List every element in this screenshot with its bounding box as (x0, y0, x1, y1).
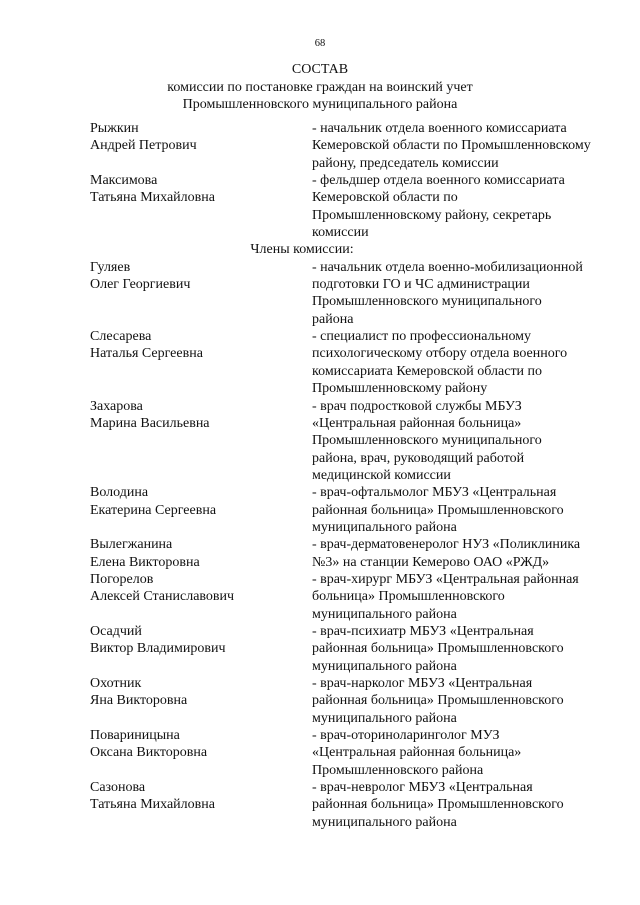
roster-entry (90, 259, 610, 328)
document-title: СОСТАВ (291, 62, 349, 77)
member-role: - врач-психиатр МБУЗ «Центральная районная больница» Промышленновского муниципального района (312, 623, 564, 674)
roster-entry (90, 536, 610, 571)
roster-entry (90, 779, 610, 831)
document-subtitle (0, 80, 640, 113)
member-role: - врач-нарколог МБУЗ «Центральная районная больница» Промышленновского муниципального района (312, 676, 564, 726)
member-role: - врач-хирург МБУЗ «Центральная районная больница» Промышленновского муниципального района (312, 571, 579, 622)
roster-entry (90, 484, 610, 536)
member-name: Слесарева Наталья Сергеевна (90, 329, 203, 362)
member-name: Сазонова Татьяна Михайловна (90, 780, 215, 813)
commission-roster (90, 120, 610, 831)
member-role: - врач-невролог МБУЗ «Центральная районная больница» Промышленновского муниципального района (312, 780, 564, 830)
member-role: - начальник отдела военно-мобилизационной подготовки ГО и ЧС администрации Промышленновского муниципального района (312, 259, 583, 327)
member-name: Осадчий Виктор Владимирович (90, 623, 226, 657)
subtitle-line: Промышленновского муниципального района (182, 96, 458, 112)
member-name: Повариницына Оксана Викторовна (90, 728, 208, 761)
roster-entry-secretary (90, 172, 610, 241)
member-name: Вылегжанина Елена Викторовна (90, 537, 200, 570)
member-role: - врач-офтальмолог МБУЗ «Центральная районная больница» Промышленновского муниципального района (312, 485, 564, 535)
subtitle-line: комиссии по постановке граждан на воинский учет (167, 80, 473, 95)
member-name: Погорелов Алексей Станиславович (90, 571, 235, 605)
page-number: 68 (314, 38, 326, 49)
member-name: Захарова Марина Васильевна (90, 398, 210, 431)
member-role: - фельдшер отдела военного комиссариата Кемеровской области по Промышленновскому району, секретарь комиссии (312, 173, 565, 241)
roster-entry (90, 623, 610, 675)
roster-entry (90, 328, 610, 397)
member-name: Охотник Яна Викторовна (90, 676, 188, 709)
member-role: - врач-оториноларинголог МУЗ «Центральная районная больница» Промышленновского района (312, 728, 522, 778)
member-name: Гуляев Олег Георгиевич (90, 259, 191, 293)
member-name: Максимова Татьяна Михайловна (90, 173, 215, 206)
members-section-label: Члены комиссии: (250, 242, 354, 258)
member-role: - начальник отдела военного комиссариата Кемеровской области по Промышленновскому району, председатель комиссии (312, 121, 591, 171)
roster-entry-chairman (90, 120, 610, 172)
roster-entry (90, 727, 610, 779)
member-role: - врач подростковой службы МБУЗ «Центральная районная больница» Промышленновского муниципального района, врач, руководящий работой медицинской комиссии (312, 398, 542, 483)
member-role: - врач-дерматовенеролог НУЗ «Поликлиника №3» на станции Кемерово ОАО «РЖД» (312, 537, 581, 570)
roster-entry (90, 571, 610, 623)
roster-entry (90, 398, 610, 485)
member-name: Володина Екатерина Сергеевна (90, 485, 217, 518)
member-name: Рыжкин Андрей Петрович (90, 121, 197, 154)
roster-entry (90, 675, 610, 727)
member-role: - специалист по профессиональному психологическому отбору отдела военного комиссариата Кемеровской области по Промышленновскому району (312, 329, 568, 397)
